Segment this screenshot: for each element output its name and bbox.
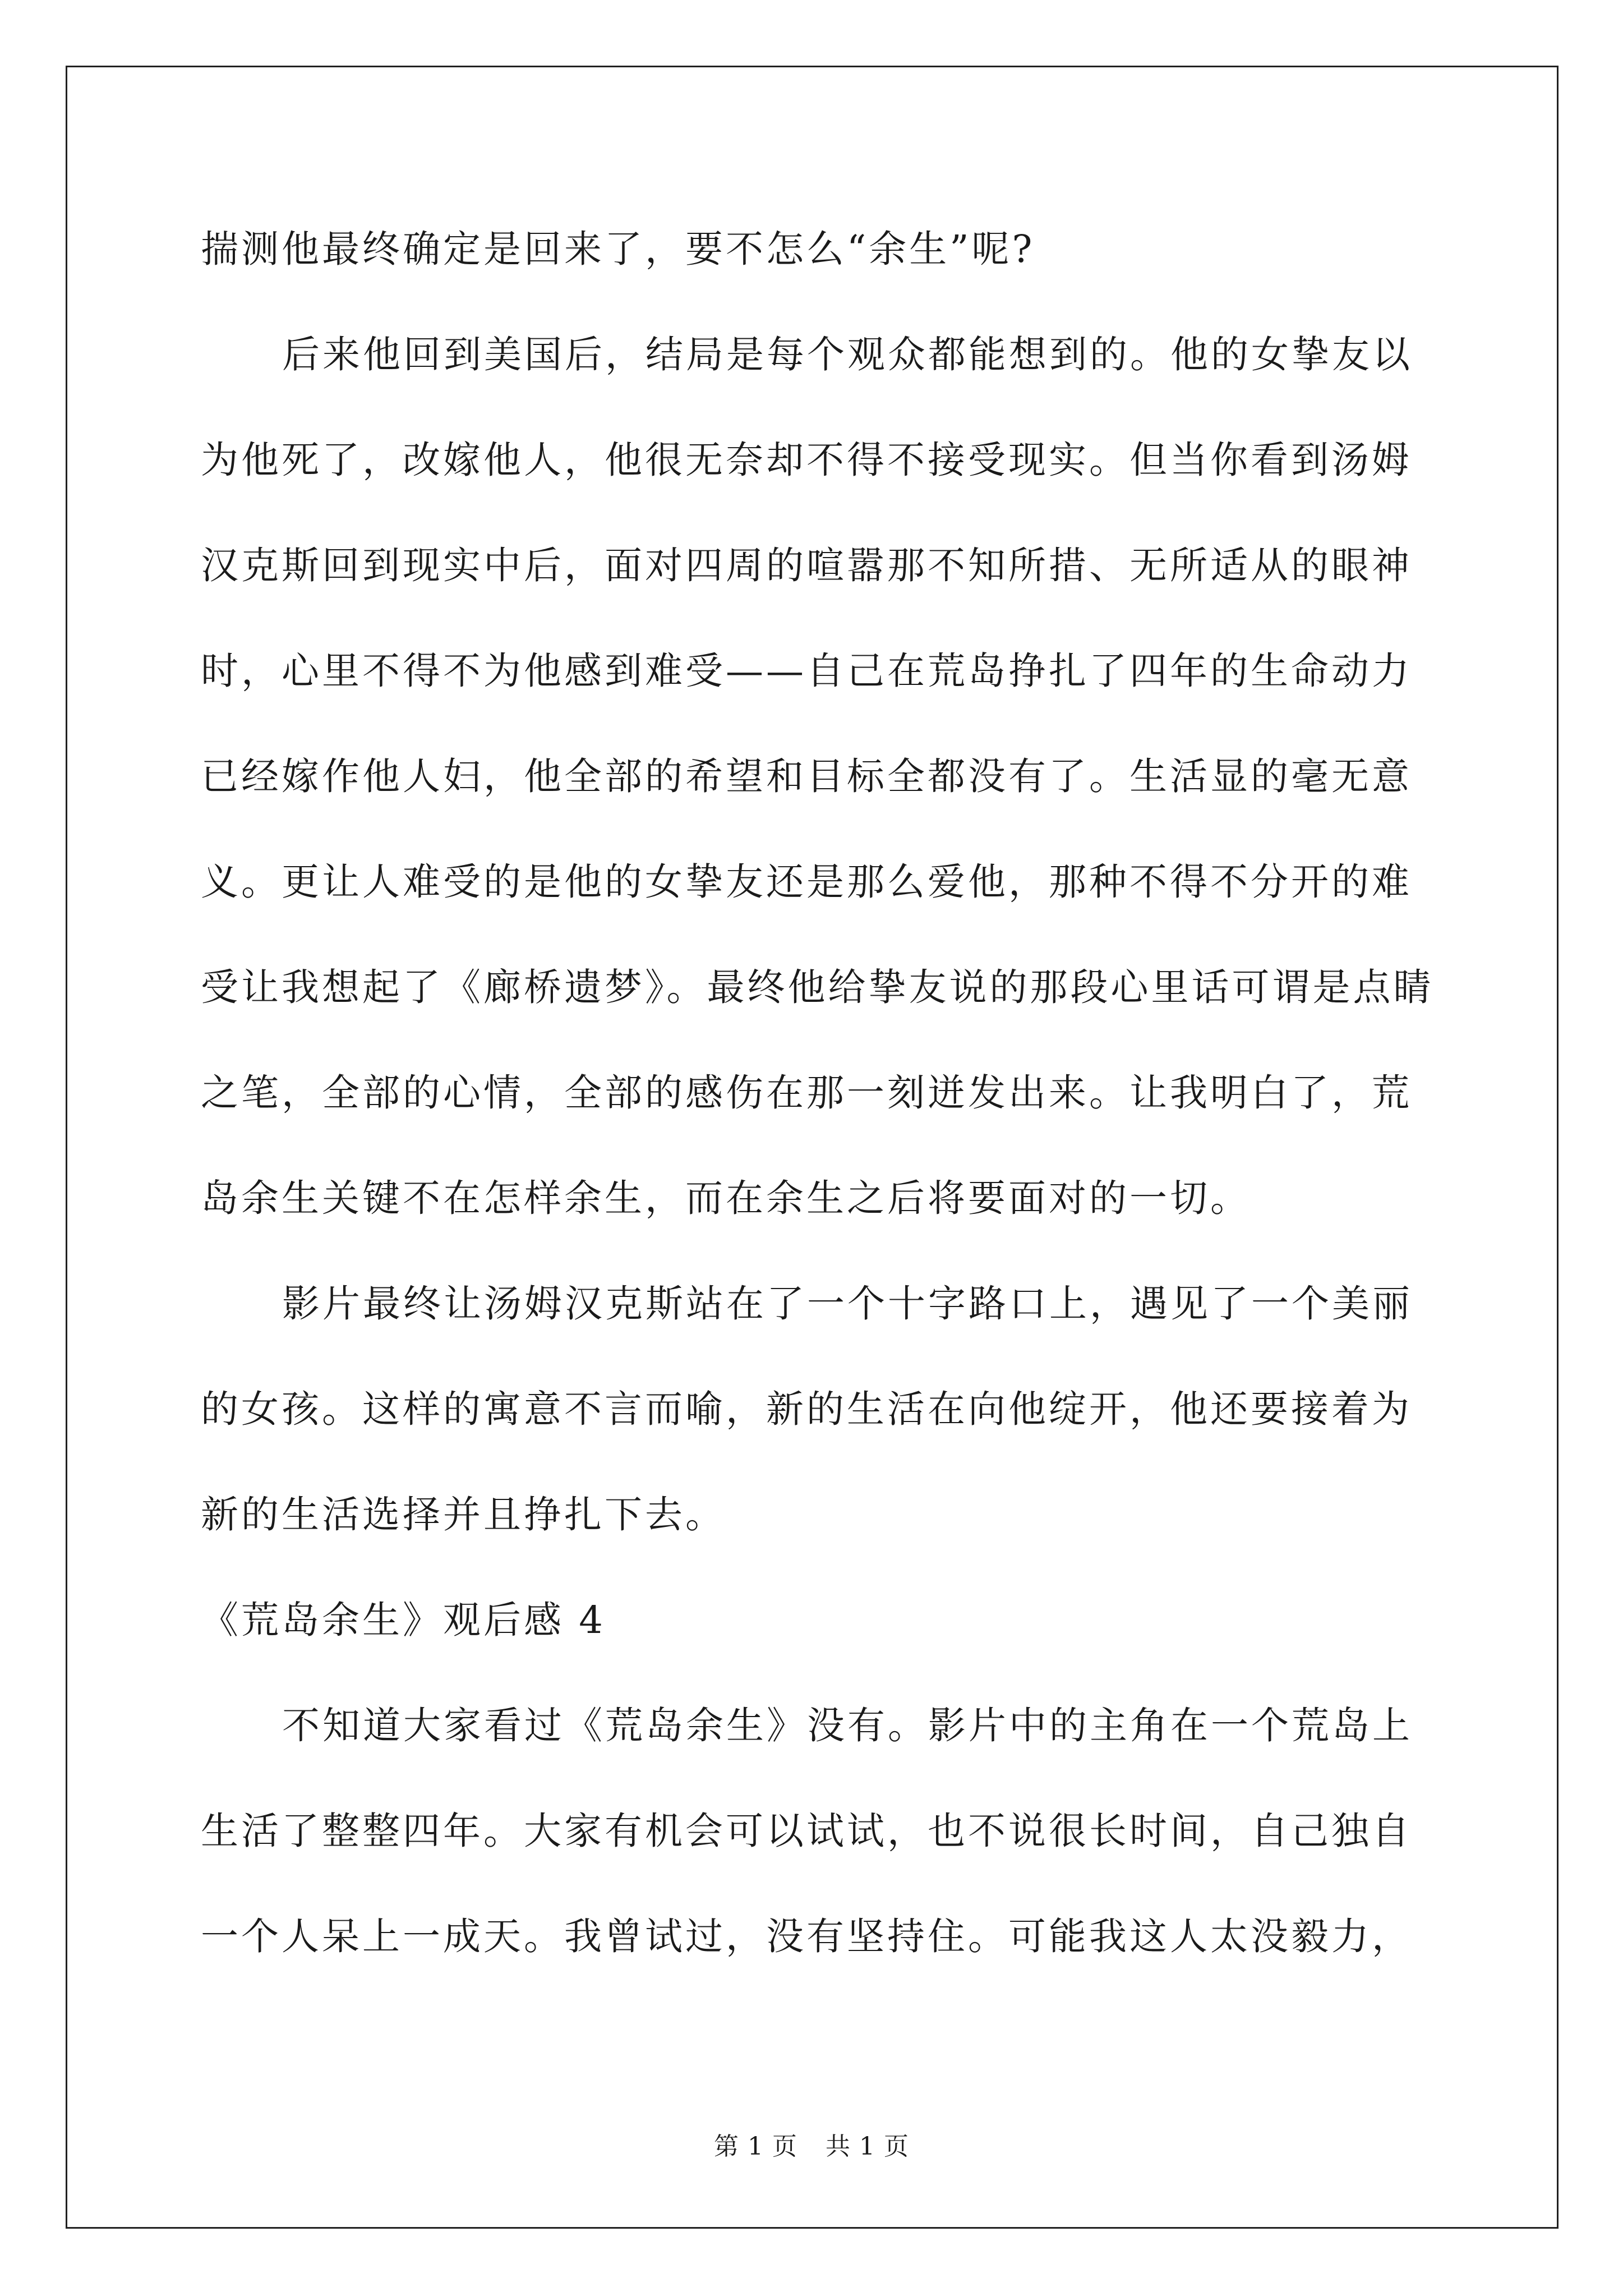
text-line: 生活了整整四年。大家有机会可以试试，也不说很长时间，自己独自	[201, 1809, 1412, 1853]
paragraph-start-line: 不知道大家看过《荒岛余生》没有。影片中的主角在一个荒岛上	[282, 1704, 1413, 1747]
text-line: 时，心里不得不为他感到难受——自己在荒岛挣扎了四年的生命动力	[201, 649, 1412, 693]
text-line: 一个人呆上一成天。我曾试过，没有坚持住。可能我这人太没毅力，	[201, 1915, 1412, 1958]
text-line: 为他死了，改嫁他人，他很无奈却不得不接受现实。但当你看到汤姆	[201, 438, 1412, 482]
text-line: 汉克斯回到现实中后，面对四周的喧嚣那不知所措、无所适从的眼神	[201, 544, 1412, 587]
text-line: 揣测他最终确定是回来了，要不怎么“余生”呢?	[201, 227, 1035, 271]
text-line: 义。更让人难受的是他的女挚友还是那么爱他，那种不得不分开的难	[201, 860, 1412, 904]
text-line: 岛余生关键不在怎样余生，而在余生之后将要面对的一切。	[201, 1176, 1251, 1220]
page-footer	[0, 2126, 1623, 2162]
document-body	[201, 196, 1435, 1989]
section-heading: 《荒岛余生》观后感 4	[201, 1598, 606, 1642]
text-line: 之笔，全部的心情，全部的感伤在那一刻迸发出来。让我明白了，荒	[201, 1071, 1412, 1115]
text-line: 受让我想起了《廊桥遗梦》。最终他给挚友说的那段心里话可谓是点睛	[201, 965, 1434, 1009]
paragraph-start-line: 后来他回到美国后，结局是每个观众都能想到的。他的女挚友以	[282, 333, 1413, 376]
text-line: 的女孩。这样的寓意不言而喻，新的生活在向他绽开，他还要接着为	[201, 1387, 1412, 1431]
page-total: 共 1 页	[826, 2132, 909, 2161]
page-number: 第 1 页	[714, 2132, 797, 2161]
text-line: 已经嫁作他人妇，他全部的希望和目标全都没有了。生活显的毫无意	[201, 754, 1412, 798]
paragraph-start-line: 影片最终让汤姆汉克斯站在了一个十字路口上，遇见了一个美丽	[282, 1282, 1413, 1326]
text-line: 新的生活选择并且挣扎下去。	[201, 1493, 726, 1536]
